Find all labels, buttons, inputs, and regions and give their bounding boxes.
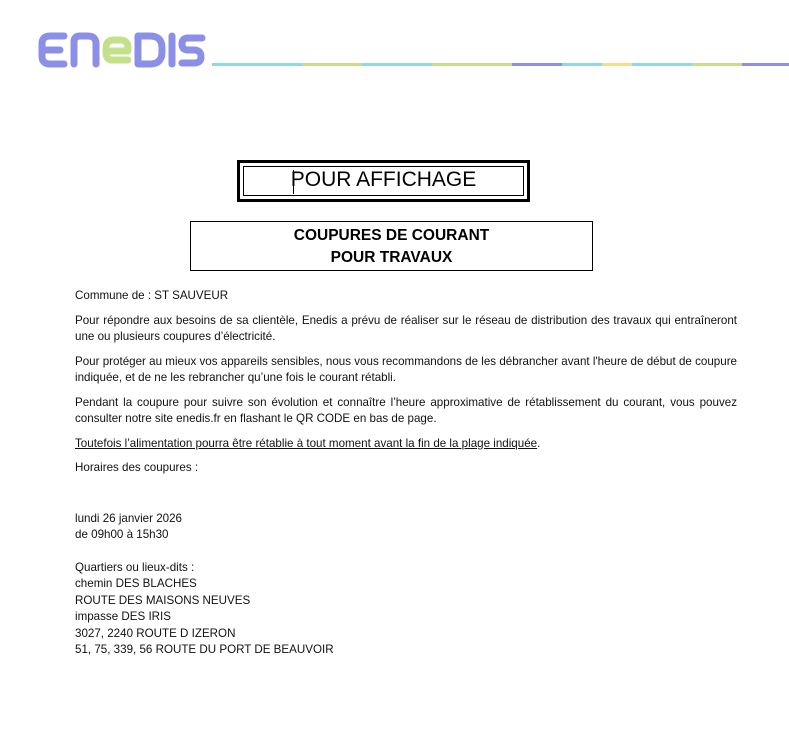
outage-date: lundi 26 janvier 2026 — [75, 511, 182, 525]
schedule-block — [75, 511, 737, 544]
header-decorative-line — [212, 63, 789, 66]
logo-letter-e2 — [106, 40, 128, 60]
place-item: 3027, 2240 ROUTE D IZERON — [75, 626, 236, 640]
warning-underlined-text: Toutefois l’alimentation pourra être rétablie à tout moment avant la fin de la plage indiquée — [75, 436, 538, 450]
paragraph-intro: Pour répondre aux besoins de sa clientèle, Enedis a prévu de réaliser sur le réseau de distribution des travaux qui entraîneront une ou plusieurs coupures d’électricité. — [75, 313, 737, 343]
pour-affichage-box — [237, 160, 530, 202]
logo-letter-s — [182, 38, 202, 63]
quartiers-block — [75, 560, 737, 659]
place-item: ROUTE DES MAISONS NEUVES — [75, 593, 251, 607]
horaires-label: Horaires des coupures : — [75, 461, 199, 474]
outage-hours: de 09h00 à 15h30 — [75, 528, 169, 541]
enedis-logo — [38, 30, 206, 70]
place-item: 51, 75, 339, 56 ROUTE DU PORT DE BEAUVOIR — [75, 643, 334, 656]
notice-body — [75, 288, 737, 659]
coupures-title-box — [190, 221, 593, 271]
paragraph-recommendation: Pour protéger au mieux vos appareils sensibles, nous vous recommandons de les débrancher avant l'heure de début de coupure indiquée, et de ne les rebrancher qu’une fois le courant rétabli. — [75, 354, 737, 384]
coupures-title-line2: POUR TRAVAUX — [330, 249, 453, 266]
place-item: chemin DES BLACHES — [75, 577, 197, 590]
pour-affichage-title: POUR AFFICHAGE — [290, 168, 477, 191]
logo-letter-d — [138, 36, 162, 64]
coupures-title-line1: COUPURES DE COURANT — [293, 227, 490, 244]
quartiers-label: Quartiers ou lieux-dits : — [75, 560, 195, 574]
place-item: impasse DES IRIS — [75, 610, 171, 623]
logo-letter-n — [74, 36, 96, 64]
paragraph-warning — [75, 436, 737, 453]
paragraph-qr-code: Pendant la coupure pour suivre son évolution et connaître l’heure approximative de rétablissement du courant, vous pouvez consulter notre site enedis.fr en flashant le QR CODE en bas de page. — [75, 395, 737, 425]
warning-period: . — [537, 436, 541, 450]
commune-line: Commune de : ST SAUVEUR — [75, 289, 229, 302]
logo-letter-e1 — [42, 36, 64, 64]
